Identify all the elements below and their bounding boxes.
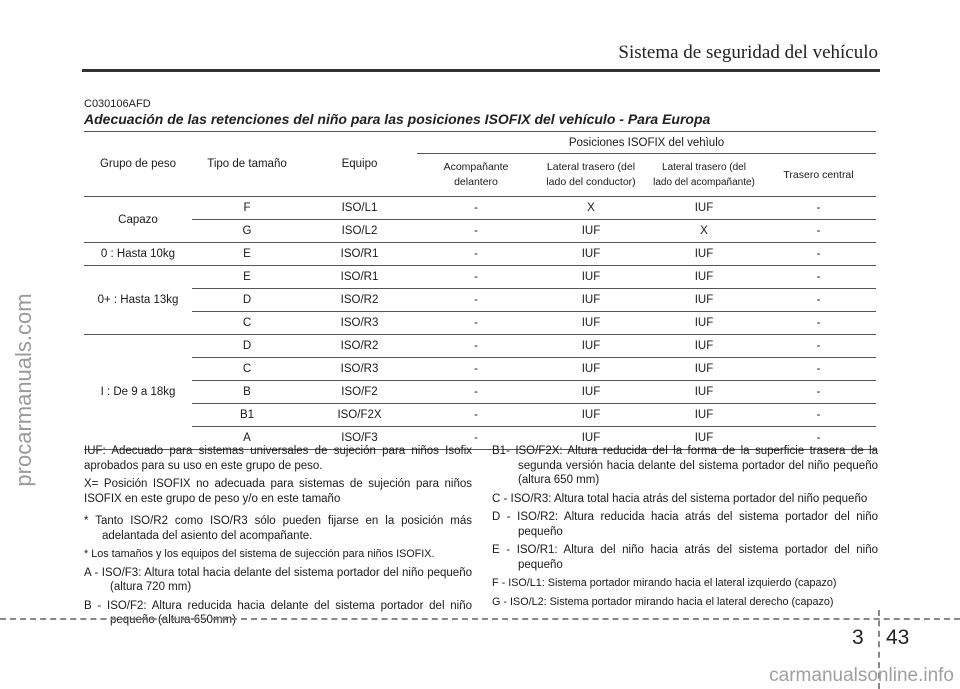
col-header-equipo: Equipo [302,132,417,197]
table-cell: ISO/F2 [302,381,417,404]
table-cell: ISO/R1 [302,266,417,289]
table-cell: IUF [535,427,647,450]
table-cell: IUF [535,289,647,312]
note-iuf: IUF: Adecuado para sistemas universales de sujeción para niños Isofix aprobados para su uso en este grupo de peso. [84,445,472,472]
note-iso-f2: B - ISO/F2: Altura reducida hacia delante del sistema portador del niño pequeño (altura 650mm) [84,599,472,626]
table-cell: X [535,197,647,220]
table-row [84,358,876,381]
table-cell: IUF [647,243,761,266]
notes-right [492,444,878,613]
table-row [84,243,876,266]
table-cell: - [761,289,876,312]
table-cell: C [192,312,302,335]
watermark-bottom: carmanualsonline.info [769,665,954,686]
table-cell: B [192,381,302,404]
table-cell: IUF [535,335,647,358]
col-header-tipo: Tipo de tamaño [192,132,302,197]
group-cell: 0+ : Hasta 13kg [84,266,192,335]
table-cell: - [761,404,876,427]
note-iso-r2-r3: * Tanto ISO/R2 como ISO/R3 sólo pueden fijarse en la posición más adelantada del asiento del acompañante. [84,515,472,542]
table-cell: IUF [647,381,761,404]
watermark-left: procarmanuals.com [11,293,36,487]
table-row [84,289,876,312]
table-row [84,335,876,358]
table-cell: E [192,243,302,266]
table-row [84,404,876,427]
table-cell: - [417,197,535,220]
page-number: 43 [886,626,910,649]
table-cell: IUF [647,335,761,358]
table-cell: IUF [647,197,761,220]
note-iso-r3: C - ISO/R3: Altura total hacia atrás del sistema portador del niño pequeño [492,492,868,505]
table-cell: - [761,427,876,450]
table-cell: - [761,266,876,289]
table-row [84,312,876,335]
chapter-number: 3 [852,626,864,649]
table-cell: IUF [647,358,761,381]
table-cell: F [192,197,302,220]
table-cell: ISO/R1 [302,243,417,266]
group-cell: I : De 9 a 18kg [84,335,192,450]
note-iso-l1: F - ISO/L1: Sistema portador mirando hacia el lateral izquierdo (capazo) [492,577,837,589]
table-cell: IUF [647,427,761,450]
table-cell: IUF [535,312,647,335]
table-cell: ISO/R3 [302,358,417,381]
table-cell: - [417,312,535,335]
table-cell: IUF [535,404,647,427]
page-header-title: Sistema de seguridad del vehículo [618,42,878,63]
table-cell: D [192,335,302,358]
table-cell: IUF [535,381,647,404]
footer-rule [0,618,960,620]
table-row [84,266,876,289]
note-iso-l2: G - ISO/L2: Sistema portador mirando hacia el lateral derecho (capazo) [492,595,834,608]
table-cell: G [192,220,302,243]
section-code: C030106AFD [84,98,151,110]
table-cell: X [647,220,761,243]
table-cell: A [192,427,302,450]
table-cell: - [417,381,535,404]
note-iso-r1: E - ISO/R1: Altura del niño hacia atrás del sistema portador del niño pequeño [492,544,878,571]
table-cell: - [417,266,535,289]
note-iso-f3: A - ISO/F3: Altura total hacia delante del sistema portador del niño pequeño (altura 720 mm) [84,566,472,593]
col-header-lateral-acompanante: Lateral trasero (del lado del acompañante) [647,154,761,197]
table-cell: ISO/L2 [302,220,417,243]
group-cell: Capazo [84,197,192,243]
table-cell: E [192,266,302,289]
table-cell: - [761,243,876,266]
note-x: X= Posición ISOFIX no adecuada para sistemas de sujeción para niños ISOFIX en este grupo de peso y/o en este tamaño [84,478,472,505]
table-row [84,220,876,243]
group-cell: 0 : Hasta 10kg [84,243,192,266]
table-cell: - [417,243,535,266]
section-title: Adecuación de las retenciones del niño para las posiciones ISOFIX del vehículo - Para Europa [84,111,711,127]
table-cell: IUF [647,289,761,312]
table-cell: ISO/F2X [302,404,417,427]
table-cell: - [761,381,876,404]
table-cell: - [761,358,876,381]
col-header-posiciones: Posiciones ISOFIX del vehìulo [417,132,876,154]
isofix-suitability-table [84,131,876,450]
table-cell: - [417,358,535,381]
col-header-lateral-conductor: Lateral trasero (del lado del conductor) [535,154,647,197]
table-cell: - [761,197,876,220]
col-header-grupo: Grupo de peso [84,132,192,197]
table-cell: - [417,289,535,312]
header-rule [82,69,880,72]
note-iso-r2: D - ISO/R2: Altura reducida hacia atrás del sistema portador del niño pequeño [492,511,878,538]
table-cell: - [761,335,876,358]
table-cell: IUF [535,266,647,289]
table-cell: IUF [647,404,761,427]
table-cell: ISO/R2 [302,335,417,358]
table-cell: ISO/F3 [302,427,417,450]
table-cell: ISO/L1 [302,197,417,220]
table-cell: - [761,312,876,335]
table-cell: - [417,404,535,427]
table-row [84,381,876,404]
table-cell: IUF [647,266,761,289]
table-cell: IUF [647,312,761,335]
note-sizes: * Los tamaños y los equipos del sistema de sujección para niños ISOFIX. [84,548,435,560]
col-header-acompanante: Acompañante delantero [417,154,535,197]
table-cell: ISO/R3 [302,312,417,335]
col-header-central: Trasero central [761,154,876,197]
table-cell: IUF [535,243,647,266]
table-cell: - [417,427,535,450]
table-cell: B1 [192,404,302,427]
notes-left [84,444,472,632]
table-cell: ISO/R2 [302,289,417,312]
table-cell: - [417,335,535,358]
table-row [84,197,876,220]
table-cell: - [417,220,535,243]
note-iso-f2x: B1- ISO/F2X: Altura reducida del la forma de la superficie trasera de la segunda versión hacia delante del sistema portador del niño pequeño (altura 650 mm) [492,445,878,486]
table-cell: IUF [535,220,647,243]
table-cell: IUF [535,358,647,381]
table-cell: D [192,289,302,312]
table-cell: C [192,358,302,381]
table-cell: - [761,220,876,243]
